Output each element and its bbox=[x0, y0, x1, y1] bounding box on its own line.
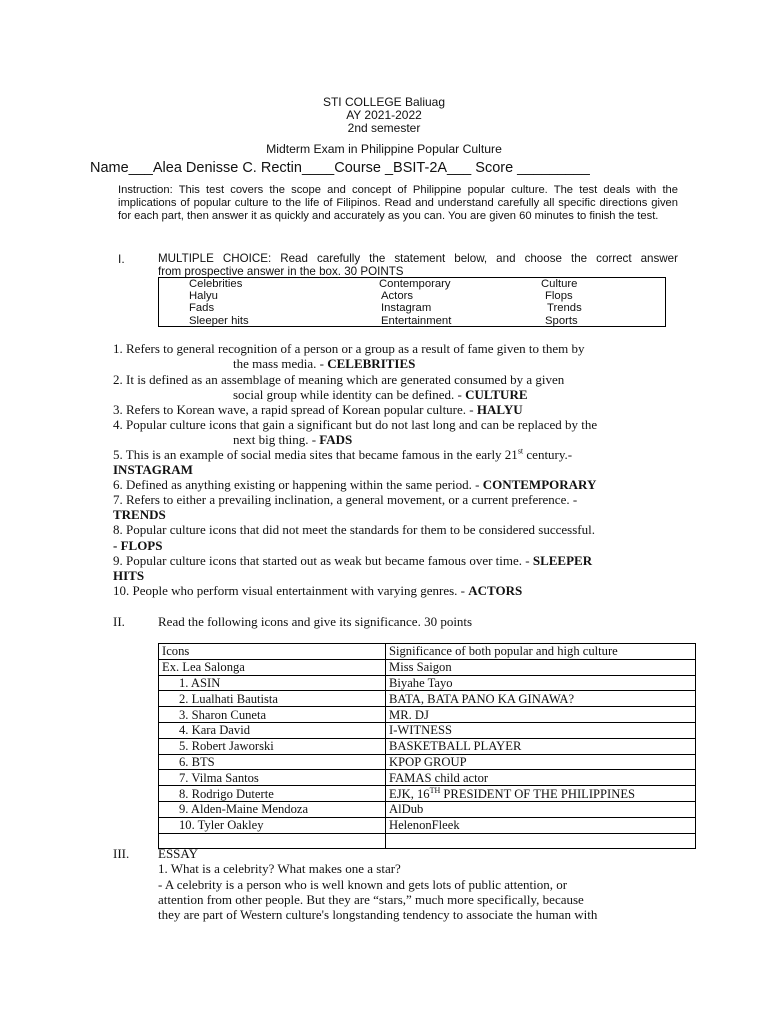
table-row bbox=[159, 659, 696, 675]
table-row bbox=[159, 675, 696, 691]
empty-cell bbox=[386, 833, 696, 849]
table-row bbox=[159, 786, 696, 802]
school-name: STI COLLEGE Baliuag bbox=[322, 95, 446, 109]
part2-instruction: Read the following icons and give its significance. 30 points bbox=[158, 614, 473, 629]
choice-fads: Fads bbox=[189, 302, 215, 314]
question-2-line1: 2. It is defined as an assemblage of meaning which are generated consumed by a given bbox=[113, 372, 565, 387]
significance-cell: AlDub bbox=[386, 801, 696, 817]
answer-2: CULTURE bbox=[465, 387, 528, 402]
question-9-text: 9. Popular culture icons that started out as weak but became famous over time. - bbox=[113, 553, 533, 568]
question-7-line1: 7. Refers to either a prevailing inclination, a general movement, or a current preference. - bbox=[113, 492, 578, 507]
question-1-line2 bbox=[233, 356, 415, 372]
question-1-line1: 1. Refers to general recognition of a person or a group as a result of fame given to them by bbox=[113, 341, 585, 356]
answer-10: ACTORS bbox=[468, 583, 523, 598]
answer-9-line2 bbox=[113, 568, 144, 584]
question-3 bbox=[113, 402, 523, 418]
significance-cell: BASKETBALL PLAYER bbox=[386, 738, 696, 754]
table-row bbox=[159, 801, 696, 817]
header-significance: Significance of both popular and high culture bbox=[386, 644, 696, 660]
essay-answer-line1: - A celebrity is a person who is well known and gets lots of public attention, or bbox=[158, 877, 568, 892]
significance-cell bbox=[386, 786, 696, 802]
choice-contemporary: Contemporary bbox=[379, 278, 451, 290]
question-8-line1: 8. Popular culture icons that did not meet the standards for them to be considered successful. bbox=[113, 522, 595, 537]
student-info-line: Name___Alea Denisse C. Rectin____Course _BSIT-2A___ Score _________ bbox=[90, 160, 590, 176]
answer-9-part1: SLEEPER bbox=[532, 553, 593, 568]
choice-actors: Actors bbox=[381, 290, 414, 302]
part2-number: II. bbox=[113, 614, 125, 629]
significance-cell: Biyahe Tayo bbox=[386, 675, 696, 691]
choice-culture: Culture bbox=[541, 278, 578, 290]
icon-cell: Ex. Lea Salonga bbox=[159, 659, 386, 675]
question-6 bbox=[113, 477, 596, 493]
question-2-line2 bbox=[233, 387, 528, 403]
answer-1: CELEBRITIES bbox=[327, 356, 416, 371]
choice-trends: Trends bbox=[547, 302, 582, 314]
significance-cell: BATA, BATA PANO KA GINAWA? bbox=[386, 691, 696, 707]
question-5-line1 bbox=[113, 447, 572, 463]
significance-text: EJK, 16 bbox=[389, 786, 430, 801]
table-row bbox=[159, 707, 696, 723]
icon-cell: 8. Rodrigo Duterte bbox=[159, 786, 386, 802]
choice-entertainment: Entertainment bbox=[381, 315, 452, 327]
significance-cell: MR. DJ bbox=[386, 707, 696, 723]
choice-instagram: Instagram bbox=[381, 302, 432, 314]
answer-5 bbox=[113, 462, 193, 478]
answer-5-text: INSTAGRAM bbox=[113, 462, 193, 477]
question-10 bbox=[113, 583, 522, 599]
icon-cell: 5. Robert Jaworski bbox=[159, 738, 386, 754]
question-5-text-end: century.- bbox=[523, 447, 573, 462]
answer-6: CONTEMPORARY bbox=[482, 477, 597, 492]
table-row bbox=[159, 817, 696, 833]
essay-answer-line3: they are part of Western culture's longstanding tendency to associate the human with bbox=[158, 907, 598, 922]
question-6-text: 6. Defined as anything existing or happening within the same period. - bbox=[113, 477, 483, 492]
part1-number: I. bbox=[118, 252, 125, 266]
question-10-text: 10. People who perform visual entertainment with varying genres. - bbox=[113, 583, 469, 598]
exam-title: Midterm Exam in Philippine Popular Culture bbox=[266, 142, 502, 156]
semester: 2nd semester bbox=[347, 121, 421, 135]
ordinal-suffix: st bbox=[517, 446, 524, 456]
answer-9-part2: HITS bbox=[113, 568, 145, 583]
table-row bbox=[159, 691, 696, 707]
choice-flops: Flops bbox=[545, 290, 573, 302]
question-4-line1: 4. Popular culture icons that gain a significant but do not last long and can be replaced by the bbox=[113, 417, 598, 432]
ordinal-suffix: TH bbox=[429, 785, 441, 795]
table-row bbox=[159, 738, 696, 754]
answer-7-text: TRENDS bbox=[113, 507, 166, 522]
icon-cell: 4. Kara David bbox=[159, 722, 386, 738]
question-3-text: 3. Refers to Korean wave, a rapid spread of Korean popular culture. - bbox=[113, 402, 477, 417]
instruction-paragraph: Instruction: This test covers the scope and concept of Philippine popular culture. The test deals with the implications of popular culture to the life of Filipinos. Read and understand carefully all specific directions given for each part, then answer it as quickly and accurately as you can. You are given 60 minutes to finish the test. bbox=[118, 184, 678, 222]
icons-table bbox=[158, 643, 696, 849]
answer-choices-box bbox=[158, 277, 666, 327]
answer-3: HALYU bbox=[476, 402, 523, 417]
significance-cell: KPOP GROUP bbox=[386, 754, 696, 770]
choice-sports: Sports bbox=[545, 315, 578, 327]
answer-8 bbox=[113, 538, 162, 554]
icon-cell: 10. Tyler Oakley bbox=[159, 817, 386, 833]
part1-instruction-line2: from prospective answer in the box. 30 POINTS bbox=[158, 265, 404, 278]
icon-cell: 2. Lualhati Bautista bbox=[159, 691, 386, 707]
question-4-text: next big thing. - bbox=[233, 432, 320, 447]
choice-celebrities: Celebrities bbox=[189, 278, 243, 290]
essay-answer-line2: attention from other people. But they are “stars,” much more specifically, because bbox=[158, 892, 584, 907]
significance-cell: Miss Saigon bbox=[386, 659, 696, 675]
choice-sleeper-hits: Sleeper hits bbox=[189, 315, 249, 327]
answer-4: FADS bbox=[319, 432, 353, 447]
academic-year: AY 2021-2022 bbox=[346, 108, 422, 122]
part3-number: III. bbox=[113, 846, 130, 861]
table-row-empty bbox=[159, 833, 696, 849]
question-1-text: the mass media. - bbox=[233, 356, 328, 371]
answer-7 bbox=[113, 507, 166, 523]
answer-8-text: - FLOPS bbox=[113, 538, 163, 553]
essay-question: 1. What is a celebrity? What makes one a star? bbox=[158, 861, 401, 876]
question-9-line1 bbox=[113, 553, 592, 569]
table-row bbox=[159, 754, 696, 770]
significance-cell: I-WITNESS bbox=[386, 722, 696, 738]
icon-cell: 7. Vilma Santos bbox=[159, 770, 386, 786]
significance-cell: HelenonFleek bbox=[386, 817, 696, 833]
icon-cell: 6. BTS bbox=[159, 754, 386, 770]
table-row bbox=[159, 722, 696, 738]
part1-instruction-line1: MULTIPLE CHOICE: Read carefully the statement below, and choose the correct answer bbox=[158, 252, 678, 265]
question-5-text: 5. This is an example of social media sites that became famous in the early 21 bbox=[113, 447, 518, 462]
significance-cell: FAMAS child actor bbox=[386, 770, 696, 786]
table-row bbox=[159, 770, 696, 786]
table-header-row bbox=[159, 644, 696, 660]
question-2-text: social group while identity can be defined. - bbox=[233, 387, 466, 402]
icon-cell: 3. Sharon Cuneta bbox=[159, 707, 386, 723]
icon-cell: 9. Alden-Maine Mendoza bbox=[159, 801, 386, 817]
header-icons: Icons bbox=[159, 644, 386, 660]
part3-title: ESSAY bbox=[158, 846, 198, 861]
icon-cell: 1. ASIN bbox=[159, 675, 386, 691]
significance-text-end: PRESIDENT OF THE PHILIPPINES bbox=[440, 786, 636, 801]
choice-halyu: Halyu bbox=[189, 290, 218, 302]
question-4-line2 bbox=[233, 432, 352, 448]
